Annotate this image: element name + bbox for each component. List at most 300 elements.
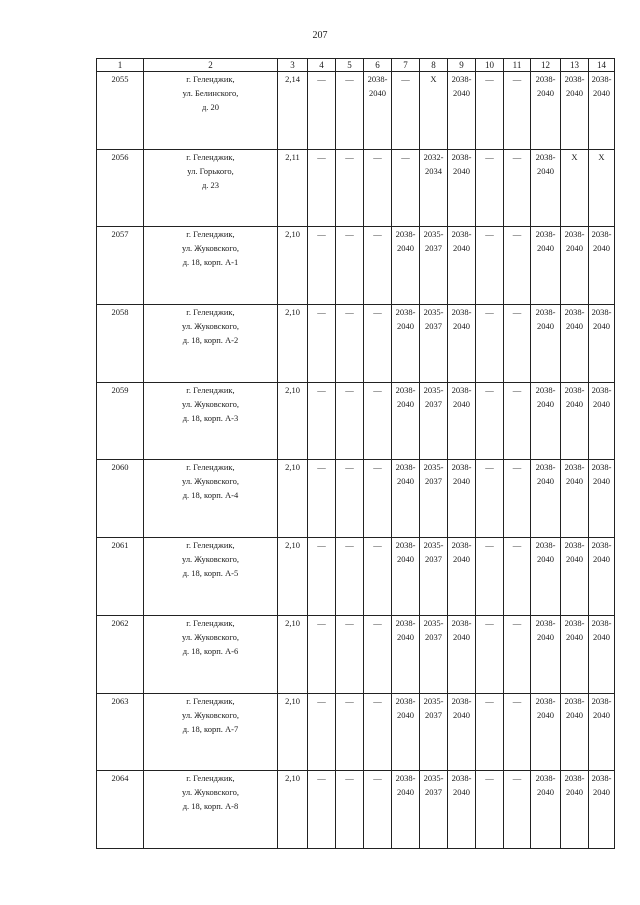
column-header: 12 xyxy=(531,59,561,72)
row-number: 2055 xyxy=(97,72,144,150)
period-cell xyxy=(420,305,448,383)
empty-dash-cell: — xyxy=(336,149,364,227)
empty-dash-cell: — xyxy=(336,771,364,849)
row-number: 2063 xyxy=(97,693,144,771)
address-line: г. Геленджик, xyxy=(186,307,235,318)
empty-dash-cell: — xyxy=(364,538,392,616)
period-cell xyxy=(561,538,589,616)
column-header: 6 xyxy=(364,59,392,72)
period-part: 2038- xyxy=(451,74,472,84)
period-part: 2038- xyxy=(564,384,585,395)
address-line: д. 18, корп. А-6 xyxy=(182,645,239,656)
empty-dash-cell: — xyxy=(364,305,392,383)
column-header: 7 xyxy=(392,59,420,72)
column-header: 5 xyxy=(336,59,364,72)
table-row xyxy=(97,382,615,460)
period-part: 2040 xyxy=(566,88,583,98)
period-part: 2038- xyxy=(395,229,416,240)
period-cell xyxy=(561,382,589,460)
period-cell xyxy=(589,382,615,460)
period-part: 2038- xyxy=(564,773,585,784)
period-part: 2037 xyxy=(425,398,442,409)
period-part: 2040 xyxy=(593,631,610,642)
empty-dash-cell: — xyxy=(504,615,531,693)
period-part: 2040 xyxy=(593,398,610,409)
period-part: 2037 xyxy=(425,476,442,487)
address-line: д. 18, корп. А-8 xyxy=(182,801,239,812)
period-part: 2038- xyxy=(535,773,556,784)
empty-dash-cell: — xyxy=(476,693,504,771)
empty-dash-cell: — xyxy=(504,227,531,305)
period-part: 2035- xyxy=(423,384,444,395)
value-cell: 2,10 xyxy=(278,771,308,849)
period-part: 2038- xyxy=(564,617,585,628)
period-cell xyxy=(589,460,615,538)
table-row xyxy=(97,538,615,616)
period-part: 2038- xyxy=(395,695,416,706)
empty-dash-cell: — xyxy=(308,538,336,616)
column-header: 11 xyxy=(504,59,531,72)
table-row xyxy=(97,615,615,693)
column-header: 10 xyxy=(476,59,504,72)
period-part: 2040 xyxy=(453,243,470,254)
address-line: ул. Жуковского, xyxy=(181,787,240,798)
period-cell xyxy=(448,771,476,849)
period-cell xyxy=(392,305,420,383)
value-cell: 2,10 xyxy=(278,227,308,305)
period-part: 2038- xyxy=(591,307,612,318)
row-number: 2064 xyxy=(97,771,144,849)
period-part: 2038- xyxy=(395,307,416,318)
address-line: ул. Жуковского, xyxy=(181,476,240,487)
period-part: 2040 xyxy=(593,554,610,565)
address-line: г. Геленджик, xyxy=(186,462,235,473)
period-part: 2040 xyxy=(566,476,583,487)
period-part: 2038- xyxy=(451,695,472,706)
empty-dash-cell: — xyxy=(476,382,504,460)
period-part: 2037 xyxy=(425,787,442,798)
period-part: 2038- xyxy=(451,384,472,395)
period-cell xyxy=(448,382,476,460)
period-part: 2040 xyxy=(566,709,583,720)
period-part: 2040 xyxy=(397,787,414,798)
period-part: 2035- xyxy=(423,229,444,240)
period-part: 2040 xyxy=(593,787,610,798)
empty-dash-cell: — xyxy=(476,305,504,383)
empty-dash-cell: — xyxy=(476,149,504,227)
period-cell xyxy=(531,149,561,227)
period-part: 2038- xyxy=(451,540,472,551)
register-table xyxy=(96,58,615,849)
period-cell xyxy=(420,693,448,771)
period-cell xyxy=(364,72,392,150)
period-part: 2038- xyxy=(451,307,472,318)
value-cell: 2,10 xyxy=(278,382,308,460)
period-cell xyxy=(561,693,589,771)
period-cell xyxy=(392,382,420,460)
period-part: 2040 xyxy=(369,88,386,98)
period-part: 2038- xyxy=(535,462,556,473)
address-line: г. Геленджик, xyxy=(186,695,235,706)
period-part: 2038- xyxy=(451,151,472,162)
table-row xyxy=(97,460,615,538)
empty-dash-cell: — xyxy=(504,460,531,538)
period-part: 2038- xyxy=(367,74,388,84)
empty-dash-cell: — xyxy=(476,227,504,305)
empty-dash-cell: — xyxy=(392,149,420,227)
empty-dash-cell: — xyxy=(504,305,531,383)
address-line: г. Геленджик, xyxy=(186,617,235,628)
period-part: 2038- xyxy=(564,229,585,240)
address-cell xyxy=(144,693,278,771)
period-part: 2038- xyxy=(564,695,585,706)
period-part: 2038- xyxy=(535,74,556,84)
period-part: 2040 xyxy=(397,554,414,565)
period-part: 2040 xyxy=(453,476,470,487)
period-part: 2040 xyxy=(453,631,470,642)
not-applicable-cell: X xyxy=(561,149,589,227)
empty-dash-cell: — xyxy=(336,382,364,460)
address-cell xyxy=(144,382,278,460)
period-cell xyxy=(420,538,448,616)
column-header: 9 xyxy=(448,59,476,72)
address-line: д. 20 xyxy=(201,102,220,112)
period-part: 2040 xyxy=(566,787,583,798)
period-part: 2040 xyxy=(453,321,470,332)
empty-dash-cell: — xyxy=(308,615,336,693)
period-part: 2040 xyxy=(566,321,583,332)
period-part: 2038- xyxy=(451,773,472,784)
empty-dash-cell: — xyxy=(336,615,364,693)
period-part: 2038- xyxy=(395,617,416,628)
period-part: 2037 xyxy=(425,554,442,565)
empty-dash-cell: — xyxy=(308,305,336,383)
address-line: ул. Жуковского, xyxy=(181,709,240,720)
empty-dash-cell: — xyxy=(504,72,531,150)
period-cell xyxy=(561,305,589,383)
period-part: 2038- xyxy=(591,773,612,784)
table-row xyxy=(97,72,615,150)
period-part: 2038- xyxy=(535,151,556,162)
period-part: 2037 xyxy=(425,243,442,254)
period-cell xyxy=(561,615,589,693)
value-cell: 2,11 xyxy=(278,149,308,227)
address-cell xyxy=(144,615,278,693)
period-part: 2038- xyxy=(591,695,612,706)
period-cell xyxy=(589,227,615,305)
table-body xyxy=(97,72,615,849)
period-part: 2040 xyxy=(537,787,554,798)
address-cell xyxy=(144,149,278,227)
row-number: 2056 xyxy=(97,149,144,227)
value-cell: 2,10 xyxy=(278,460,308,538)
address-line: ул. Жуковского, xyxy=(181,398,240,409)
period-part: 2040 xyxy=(453,165,470,176)
empty-dash-cell: — xyxy=(392,72,420,150)
period-cell xyxy=(531,382,561,460)
not-applicable-cell: X xyxy=(589,149,615,227)
empty-dash-cell: — xyxy=(336,538,364,616)
empty-dash-cell: — xyxy=(308,382,336,460)
empty-dash-cell: — xyxy=(336,693,364,771)
empty-dash-cell: — xyxy=(504,149,531,227)
empty-dash-cell: — xyxy=(364,693,392,771)
period-part: 2038- xyxy=(591,384,612,395)
period-part: 2034 xyxy=(425,165,442,176)
table-row xyxy=(97,149,615,227)
period-part: 2038- xyxy=(591,540,612,551)
period-part: 2038- xyxy=(395,462,416,473)
period-part: 2040 xyxy=(593,709,610,720)
period-cell xyxy=(531,771,561,849)
period-cell xyxy=(420,227,448,305)
period-part: 2040 xyxy=(537,88,554,98)
empty-dash-cell: — xyxy=(476,538,504,616)
address-cell xyxy=(144,460,278,538)
period-part: 2037 xyxy=(425,709,442,720)
period-cell xyxy=(589,72,615,150)
empty-dash-cell: — xyxy=(308,149,336,227)
column-header: 1 xyxy=(97,59,144,72)
period-part: 2040 xyxy=(453,88,470,98)
column-header: 13 xyxy=(561,59,589,72)
address-line: ул. Жуковского, xyxy=(181,243,240,254)
period-part: 2040 xyxy=(397,476,414,487)
row-number: 2059 xyxy=(97,382,144,460)
row-number: 2058 xyxy=(97,305,144,383)
period-cell xyxy=(448,227,476,305)
address-line: д. 18, корп. А-2 xyxy=(182,335,239,346)
value-cell: 2,10 xyxy=(278,538,308,616)
value-cell: 2,10 xyxy=(278,615,308,693)
period-cell xyxy=(448,460,476,538)
period-part: 2040 xyxy=(566,631,583,642)
period-cell xyxy=(420,460,448,538)
column-header: 3 xyxy=(278,59,308,72)
period-cell xyxy=(420,615,448,693)
period-cell xyxy=(392,693,420,771)
period-part: 2040 xyxy=(537,476,554,487)
address-line: г. Геленджик, xyxy=(186,773,235,784)
page-number: 207 xyxy=(312,30,328,41)
empty-dash-cell: — xyxy=(364,227,392,305)
period-part: 2040 xyxy=(593,243,610,254)
address-line: г. Геленджик, xyxy=(186,151,235,162)
period-part: 2040 xyxy=(453,709,470,720)
empty-dash-cell: — xyxy=(476,72,504,150)
period-part: 2040 xyxy=(566,554,583,565)
address-line: д. 18, корп. А-1 xyxy=(182,257,239,268)
empty-dash-cell: — xyxy=(504,538,531,616)
period-cell xyxy=(561,771,589,849)
period-part: 2038- xyxy=(395,384,416,395)
empty-dash-cell: — xyxy=(476,615,504,693)
row-number: 2060 xyxy=(97,460,144,538)
address-line: ул. Жуковского, xyxy=(181,321,240,332)
period-part: 2032- xyxy=(423,151,444,162)
period-cell xyxy=(589,615,615,693)
period-part: 2040 xyxy=(453,554,470,565)
period-cell xyxy=(420,149,448,227)
period-part: 2040 xyxy=(537,321,554,332)
address-line: г. Геленджик, xyxy=(186,229,235,240)
period-part: 2040 xyxy=(397,631,414,642)
column-header: 14 xyxy=(589,59,615,72)
period-part: 2040 xyxy=(537,631,554,642)
empty-dash-cell: — xyxy=(308,227,336,305)
empty-dash-cell: — xyxy=(364,460,392,538)
value-cell: 2,10 xyxy=(278,693,308,771)
period-part: 2040 xyxy=(537,554,554,565)
period-part: 2040 xyxy=(537,165,554,176)
period-part: 2037 xyxy=(425,631,442,642)
address-line: г. Геленджик, xyxy=(186,74,235,84)
address-line: г. Геленджик, xyxy=(186,540,235,551)
period-cell xyxy=(420,382,448,460)
period-part: 2040 xyxy=(566,243,583,254)
empty-dash-cell: — xyxy=(504,693,531,771)
period-part: 2035- xyxy=(423,695,444,706)
empty-dash-cell: — xyxy=(504,382,531,460)
address-line: ул. Белинского, xyxy=(182,88,239,98)
empty-dash-cell: — xyxy=(364,771,392,849)
period-part: 2038- xyxy=(395,540,416,551)
column-header: 2 xyxy=(144,59,278,72)
period-cell xyxy=(392,771,420,849)
period-part: 2038- xyxy=(535,540,556,551)
period-cell xyxy=(561,227,589,305)
period-cell xyxy=(561,460,589,538)
address-line: д. 18, корп. А-3 xyxy=(182,412,239,423)
period-cell xyxy=(589,693,615,771)
period-part: 2038- xyxy=(535,617,556,628)
period-cell xyxy=(561,72,589,150)
address-line: ул. Жуковского, xyxy=(181,554,240,565)
period-part: 2040 xyxy=(397,243,414,254)
period-part: 2038- xyxy=(451,462,472,473)
period-part: 2040 xyxy=(593,476,610,487)
address-line: ул. Жуковского, xyxy=(181,631,240,642)
period-part: 2037 xyxy=(425,321,442,332)
period-part: 2038- xyxy=(591,74,612,84)
period-cell xyxy=(531,305,561,383)
address-cell xyxy=(144,305,278,383)
period-cell xyxy=(448,615,476,693)
header-row xyxy=(97,59,615,72)
period-part: 2038- xyxy=(591,462,612,473)
table-row xyxy=(97,693,615,771)
column-header: 8 xyxy=(420,59,448,72)
empty-dash-cell: — xyxy=(308,771,336,849)
period-part: 2040 xyxy=(537,709,554,720)
period-cell xyxy=(392,538,420,616)
period-part: 2038- xyxy=(535,307,556,318)
period-part: 2035- xyxy=(423,617,444,628)
period-cell xyxy=(392,615,420,693)
period-cell xyxy=(531,693,561,771)
address-line: г. Геленджик, xyxy=(186,384,235,395)
period-cell xyxy=(531,72,561,150)
empty-dash-cell: — xyxy=(476,460,504,538)
period-cell xyxy=(392,460,420,538)
period-cell xyxy=(448,538,476,616)
empty-dash-cell: — xyxy=(364,149,392,227)
not-applicable-cell: X xyxy=(420,72,448,150)
period-part: 2038- xyxy=(451,229,472,240)
period-part: 2040 xyxy=(593,321,610,332)
period-part: 2040 xyxy=(566,398,583,409)
period-cell xyxy=(589,771,615,849)
empty-dash-cell: — xyxy=(336,72,364,150)
address-cell xyxy=(144,227,278,305)
period-part: 2040 xyxy=(397,321,414,332)
period-cell xyxy=(589,305,615,383)
empty-dash-cell: — xyxy=(336,227,364,305)
period-part: 2040 xyxy=(537,398,554,409)
table-row xyxy=(97,305,615,383)
period-part: 2038- xyxy=(591,617,612,628)
value-cell: 2,14 xyxy=(278,72,308,150)
period-part: 2038- xyxy=(535,229,556,240)
period-part: 2040 xyxy=(453,787,470,798)
empty-dash-cell: — xyxy=(336,305,364,383)
period-part: 2035- xyxy=(423,540,444,551)
address-line: д. 18, корп. А-4 xyxy=(182,490,239,501)
empty-dash-cell: — xyxy=(308,72,336,150)
period-part: 2038- xyxy=(564,74,585,84)
address-cell xyxy=(144,538,278,616)
address-cell xyxy=(144,72,278,150)
period-cell xyxy=(531,460,561,538)
empty-dash-cell: — xyxy=(364,615,392,693)
address-line: ул. Горького, xyxy=(187,165,234,176)
period-cell xyxy=(392,227,420,305)
period-part: 2038- xyxy=(395,773,416,784)
period-cell xyxy=(448,305,476,383)
period-part: 2038- xyxy=(535,384,556,395)
period-part: 2040 xyxy=(397,398,414,409)
period-cell xyxy=(531,227,561,305)
period-cell xyxy=(420,771,448,849)
table-row xyxy=(97,227,615,305)
empty-dash-cell: — xyxy=(308,460,336,538)
period-part: 2040 xyxy=(537,243,554,254)
value-cell: 2,10 xyxy=(278,305,308,383)
table-row xyxy=(97,771,615,849)
period-part: 2038- xyxy=(564,307,585,318)
period-part: 2040 xyxy=(453,398,470,409)
column-header: 4 xyxy=(308,59,336,72)
period-cell xyxy=(531,615,561,693)
period-part: 2040 xyxy=(593,88,610,98)
period-part: 2038- xyxy=(451,617,472,628)
row-number: 2061 xyxy=(97,538,144,616)
address-line: д. 23 xyxy=(201,179,220,190)
period-part: 2038- xyxy=(591,229,612,240)
row-number: 2062 xyxy=(97,615,144,693)
period-cell xyxy=(589,538,615,616)
empty-dash-cell: — xyxy=(308,693,336,771)
period-part: 2035- xyxy=(423,773,444,784)
empty-dash-cell: — xyxy=(476,771,504,849)
address-line: д. 18, корп. А-7 xyxy=(182,723,239,734)
period-part: 2035- xyxy=(423,462,444,473)
period-part: 2038- xyxy=(535,695,556,706)
empty-dash-cell: — xyxy=(364,382,392,460)
empty-dash-cell: — xyxy=(504,771,531,849)
empty-dash-cell: — xyxy=(336,460,364,538)
period-cell xyxy=(531,538,561,616)
